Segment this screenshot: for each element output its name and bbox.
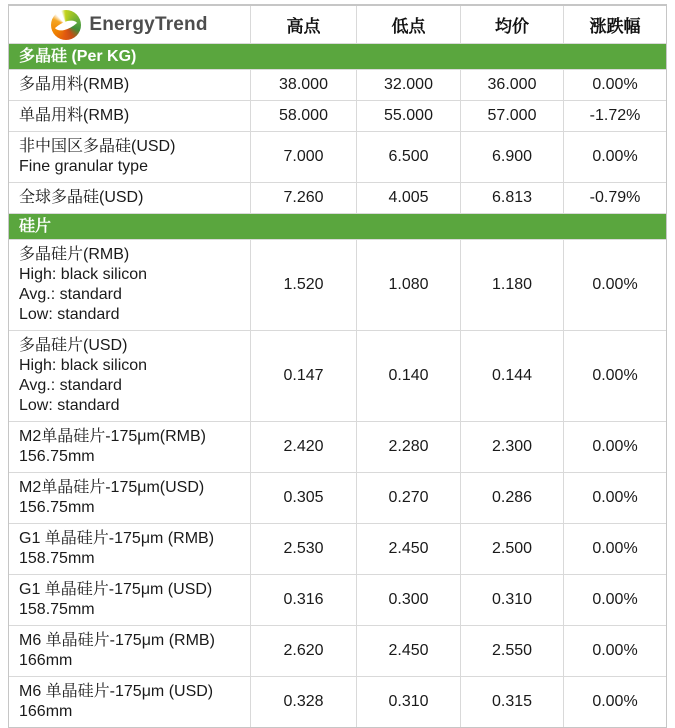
cell-change: 0.00% — [592, 642, 638, 659]
row-label-line: High: black silicon — [19, 357, 148, 374]
cell-change: 0.00% — [592, 489, 638, 506]
row-label-line: High: black silicon — [19, 266, 148, 283]
cell-avg: 2.500 — [461, 524, 564, 574]
row-label-line: 全球多晶硅(USD) — [19, 189, 144, 206]
table-row — [9, 101, 666, 132]
cell-change: 0.00% — [592, 693, 638, 710]
cell-high: 38.000 — [251, 70, 357, 100]
row-label — [9, 101, 251, 131]
cell-avg: 6.900 — [461, 132, 564, 182]
table-row — [9, 626, 666, 677]
energytrend-logo-icon — [51, 10, 81, 40]
cell-high: 0.147 — [251, 331, 357, 421]
row-label-line: G1 单晶硅片-175μm (USD) — [19, 581, 213, 598]
cell-avg: 57.000 — [461, 101, 564, 131]
cell-avg: 0.315 — [461, 677, 564, 727]
row-label — [9, 626, 251, 676]
row-label — [9, 70, 251, 100]
row-label-line: 158.75mm — [19, 601, 95, 618]
cell-high: 0.316 — [251, 575, 357, 625]
cell-change: 0.00% — [592, 438, 638, 455]
cell-high: 7.260 — [251, 183, 357, 213]
row-label-line: 多晶用料(RMB) — [19, 76, 130, 93]
row-label-line: 156.75mm — [19, 448, 95, 465]
row-label-line: 166mm — [19, 703, 73, 720]
cell-high: 0.305 — [251, 473, 357, 523]
cell-avg: 36.000 — [461, 70, 564, 100]
cell-avg: 2.550 — [461, 626, 564, 676]
row-label-line: 多晶硅片(RMB) — [19, 246, 130, 263]
row-label-line: Avg.: standard — [19, 286, 122, 303]
row-label — [9, 183, 251, 213]
cell-change: -1.72% — [589, 107, 641, 124]
column-header-high: 高点 — [251, 6, 357, 43]
cell-low: 0.140 — [357, 331, 461, 421]
table-header-row — [9, 6, 666, 44]
cell-high: 1.520 — [251, 240, 357, 330]
row-label — [9, 473, 251, 523]
row-label — [9, 524, 251, 574]
row-label-line: G1 单晶硅片-175μm (RMB) — [19, 530, 215, 547]
price-table — [8, 4, 667, 728]
row-label — [9, 575, 251, 625]
cell-change: 0.00% — [592, 367, 638, 384]
section-header: 多晶硅 (Per KG) — [9, 44, 666, 70]
cell-low: 2.280 — [357, 422, 461, 472]
table-row — [9, 70, 666, 101]
row-label-line: M6 单晶硅片-175μm (RMB) — [19, 632, 215, 649]
row-label — [9, 132, 251, 182]
cell-avg: 0.310 — [461, 575, 564, 625]
cell-change: 0.00% — [592, 540, 638, 557]
row-label-line: Fine granular type — [19, 158, 148, 175]
cell-high: 7.000 — [251, 132, 357, 182]
cell-low: 0.310 — [357, 677, 461, 727]
cell-high: 0.328 — [251, 677, 357, 727]
row-label — [9, 331, 251, 421]
column-header-low: 低点 — [357, 6, 461, 43]
row-label-line: M6 单晶硅片-175μm (USD) — [19, 683, 214, 700]
brand-name: EnergyTrend — [89, 13, 208, 35]
table-row — [9, 422, 666, 473]
row-label — [9, 677, 251, 727]
cell-avg: 1.180 — [461, 240, 564, 330]
row-label-line: 166mm — [19, 652, 73, 669]
table-row — [9, 183, 666, 214]
table-row — [9, 331, 666, 422]
row-label-line: 158.75mm — [19, 550, 95, 567]
cell-avg: 6.813 — [461, 183, 564, 213]
table-row — [9, 677, 666, 727]
cell-change: 0.00% — [592, 276, 638, 293]
table-row — [9, 240, 666, 331]
cell-high: 2.620 — [251, 626, 357, 676]
cell-low: 2.450 — [357, 626, 461, 676]
cell-change: -0.79% — [589, 189, 641, 206]
cell-low: 2.450 — [357, 524, 461, 574]
row-label-line: Low: standard — [19, 397, 120, 414]
row-label-line: 多晶硅片(USD) — [19, 337, 128, 354]
cell-avg: 0.144 — [461, 331, 564, 421]
table-row — [9, 132, 666, 183]
cell-low: 1.080 — [357, 240, 461, 330]
row-label-line: Low: standard — [19, 306, 120, 323]
row-label-line: M2单晶硅片-175μm(RMB) — [19, 428, 207, 445]
cell-low: 6.500 — [357, 132, 461, 182]
cell-low: 4.005 — [357, 183, 461, 213]
cell-low: 32.000 — [357, 70, 461, 100]
brand-logo — [9, 6, 251, 43]
cell-avg: 2.300 — [461, 422, 564, 472]
section-header: 硅片 — [9, 214, 666, 240]
cell-low: 0.300 — [357, 575, 461, 625]
cell-change: 0.00% — [592, 148, 638, 165]
price-table-body — [9, 44, 666, 727]
cell-high: 2.420 — [251, 422, 357, 472]
row-label-line: Avg.: standard — [19, 377, 122, 394]
cell-change: 0.00% — [592, 591, 638, 608]
leaf-icon — [55, 14, 77, 36]
row-label-line: 156.75mm — [19, 499, 95, 516]
table-row — [9, 575, 666, 626]
column-header-avg: 均价 — [461, 6, 564, 43]
cell-low: 0.270 — [357, 473, 461, 523]
row-label-line: M2单晶硅片-175μm(USD) — [19, 479, 205, 496]
table-row — [9, 473, 666, 524]
row-label-line: 非中国区多晶硅(USD) — [19, 138, 176, 155]
column-header-change: 涨跌幅 — [589, 17, 641, 36]
cell-avg: 0.286 — [461, 473, 564, 523]
cell-low: 55.000 — [357, 101, 461, 131]
cell-high: 2.530 — [251, 524, 357, 574]
row-label-line: 单晶用料(RMB) — [19, 107, 130, 124]
cell-high: 58.000 — [251, 101, 357, 131]
cell-change: 0.00% — [592, 76, 638, 93]
row-label — [9, 422, 251, 472]
table-row — [9, 524, 666, 575]
row-label — [9, 240, 251, 330]
